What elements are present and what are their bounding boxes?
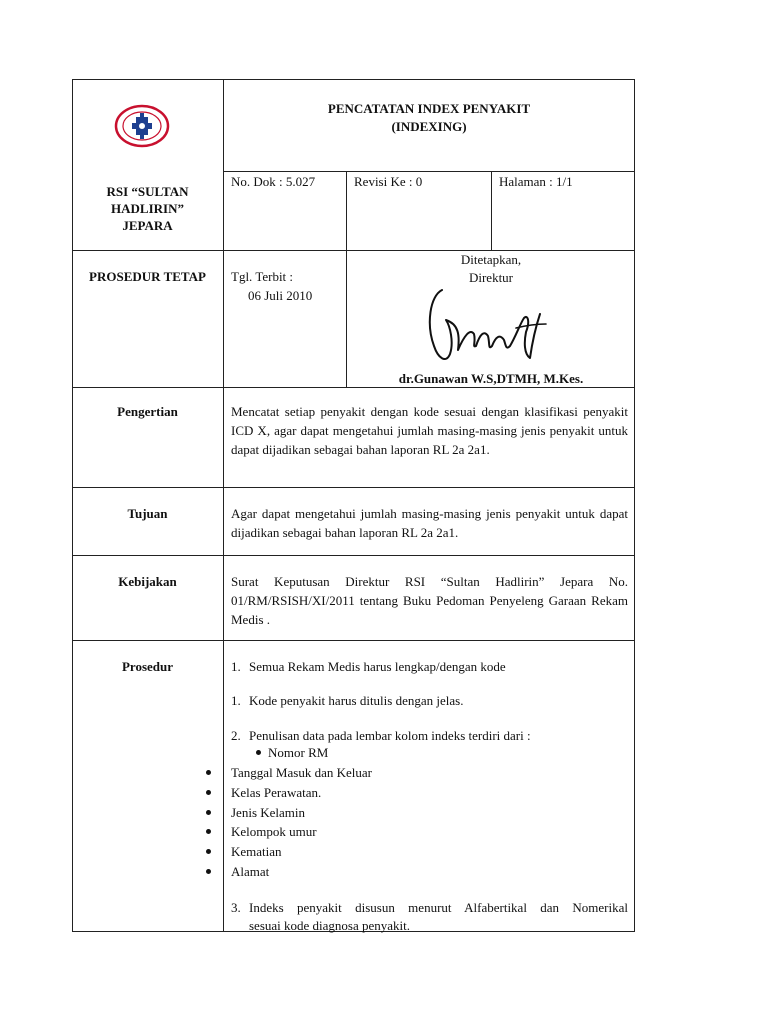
policy-text: Surat Keputusan Direktur RSI “Sultan Hadlirin” Jepara No. 01/RM/RSISH/XI/2011 tentang Buku Pedoman Penyeleng Garaan Rekam Medis . xyxy=(231,574,628,627)
page-number: Halaman : 1/1 xyxy=(499,174,573,189)
bullet-marker xyxy=(256,750,261,755)
table-border-right xyxy=(634,79,635,932)
step-number: 1. xyxy=(231,693,241,708)
policy-label: Kebijakan xyxy=(118,574,177,589)
row-divider xyxy=(72,487,635,488)
bullet-marker xyxy=(206,849,211,854)
list-item: Jenis Kelamin xyxy=(231,805,306,820)
bullet-marker xyxy=(206,829,211,834)
bullet-marker xyxy=(206,810,211,815)
table-border-top xyxy=(72,79,635,80)
purpose-text: Agar dapat mengetahui jumlah masing-masing jenis penyakit untuk dapat dijadikan sebagai bahan laporan RL 2a 2a1. xyxy=(231,506,628,540)
bullet-marker xyxy=(206,770,211,775)
director-label: Direktur xyxy=(468,270,514,285)
list-item: Kematian xyxy=(231,844,282,859)
step-number: 1. xyxy=(231,659,241,674)
definition-text: Mencatat setiap penyakit dengan kode sesuai dengan klasifikasi penyakit ICD X, agar dapat mengetahui jumlah masing-masing jenis penyakit untuk dapat dijadikan sebagai bahan laporan RL 2a 2a1. xyxy=(231,404,628,457)
step-text: Indeks penyakit disusun menurut Alfabertikal dan Nomerikal xyxy=(249,900,628,915)
hospital-name: RSI “SULTAN xyxy=(106,184,189,199)
column-divider xyxy=(223,79,224,932)
hospital-name: HADLIRIN” xyxy=(111,201,184,216)
list-item: Alamat xyxy=(231,864,270,879)
step-text: Penulisan data pada lembar kolom indeks terdiri dari : xyxy=(249,728,531,743)
hospital-city: JEPARA xyxy=(122,218,173,233)
purpose-label: Tujuan xyxy=(127,506,168,521)
list-item: Nomor RM xyxy=(268,745,329,760)
document-title: PENCATATAN INDEX PENYAKIT xyxy=(327,101,531,116)
established-label: Ditetapkan, xyxy=(460,252,522,267)
director-signature xyxy=(420,284,560,374)
document-number: No. Dok : 5.027 xyxy=(231,174,316,189)
list-item: Tanggal Masuk dan Keluar xyxy=(231,765,372,780)
issue-date-value: 06 Juli 2010 xyxy=(248,288,313,303)
bullet-marker xyxy=(206,869,211,874)
procedure-label: PROSEDUR TETAP xyxy=(89,269,206,284)
revision-number: Revisi Ke : 0 xyxy=(354,174,423,189)
step-number: 2. xyxy=(231,728,241,743)
list-item: Kelas Perawatan. xyxy=(231,785,322,800)
bullet-marker xyxy=(206,790,211,795)
director-name: dr.Gunawan W.S,DTMH, M.Kes. xyxy=(398,371,584,386)
hospital-logo xyxy=(114,104,170,148)
step-text: Semua Rekam Medis harus lengkap/dengan kode xyxy=(249,659,506,674)
list-item: Kelompok umur xyxy=(231,824,317,839)
issue-date-label: Tgl. Terbit : xyxy=(231,269,294,284)
column-divider xyxy=(491,171,492,251)
procedure-steps-label: Prosedur xyxy=(121,659,174,674)
row-divider xyxy=(72,640,635,641)
step-text: Kode penyakit harus ditulis dengan jelas. xyxy=(249,693,464,708)
definition-label: Pengertian xyxy=(117,404,178,419)
step-number: 3. xyxy=(231,900,241,915)
document-subtitle: (INDEXING) xyxy=(391,119,467,134)
row-divider xyxy=(72,555,635,556)
step-text: sesuai kode diagnosa penyakit. xyxy=(249,918,411,933)
